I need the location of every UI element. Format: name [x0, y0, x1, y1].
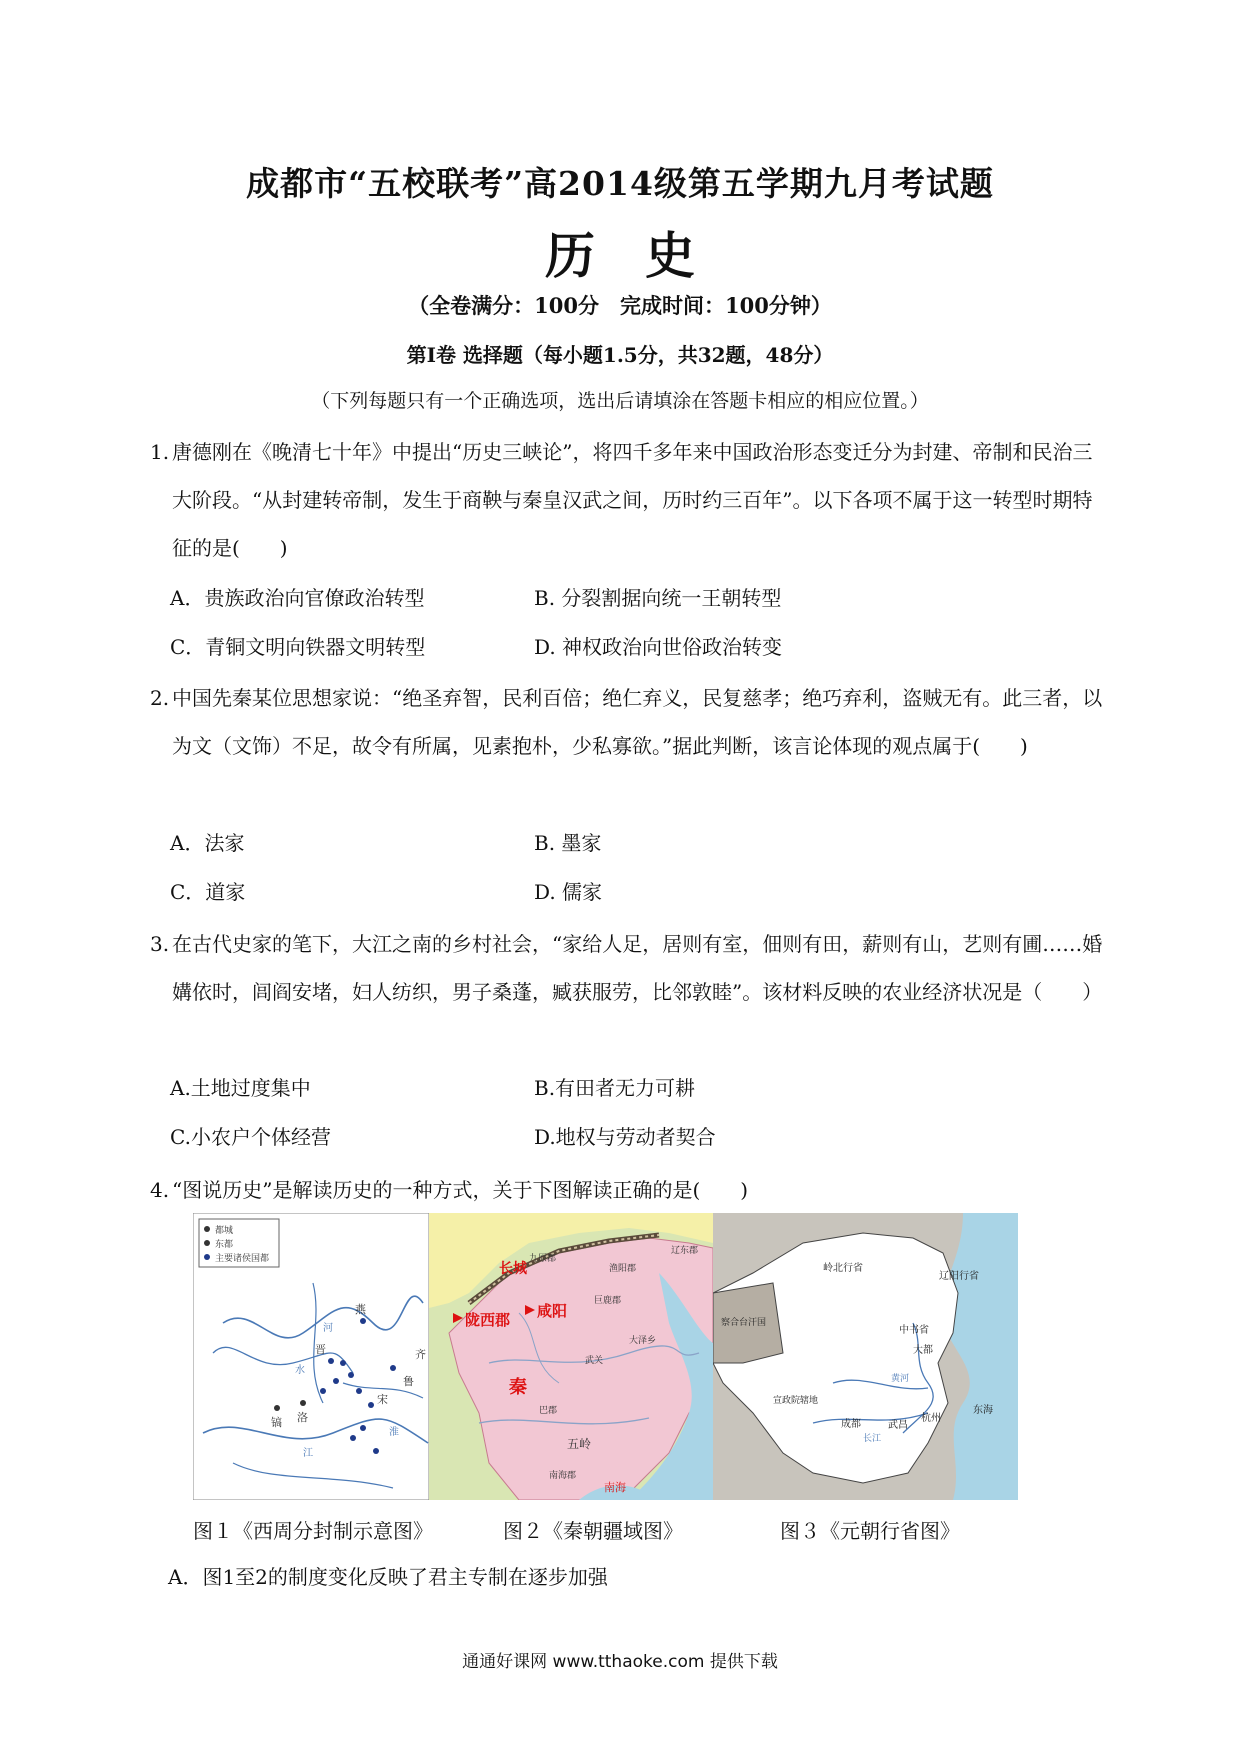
map1-label-hao: 镐	[271, 1416, 282, 1429]
maps-figure	[193, 1213, 1018, 1500]
q3-option-a: A.土地过度集中	[170, 1076, 311, 1100]
map1-label-he: 河	[323, 1323, 333, 1334]
map-qin-dynasty	[429, 1213, 713, 1500]
map1-label-song: 宋	[377, 1393, 388, 1406]
caption-figure-1: 图１《西周分封制示意图》	[193, 1519, 433, 1543]
caption-figure-2: 图２《秦朝疆域图》	[503, 1519, 683, 1543]
question-4-stem	[150, 1166, 1110, 1214]
page-footer: 通通好课网 www.tthaoke.com 提供下载	[462, 1652, 778, 1672]
map2-label-jiuyuan: 九原郡	[529, 1254, 557, 1264]
q3-option-b: B.有田者无力可耕	[534, 1076, 696, 1100]
map3-label-donghai: 东海	[973, 1405, 993, 1416]
map3-label-zhongshu: 中书省	[899, 1325, 929, 1336]
map1-legend-3: 主要诸侯国都	[215, 1254, 270, 1264]
map2-label-ba: 巴郡	[539, 1406, 558, 1416]
q1-option-b: B. 分裂割据向统一王朝转型	[534, 586, 782, 610]
question-4-text: “图说历史”是解读历史的一种方式，关于下图解读正确的是( )	[172, 1178, 749, 1202]
map3-label-chagatai: 察合台汗国	[721, 1318, 767, 1328]
map1-label-shui: 水	[295, 1365, 305, 1376]
q2-option-c: C．道家	[170, 880, 246, 904]
q3-option-d: D.地权与劳动者契合	[534, 1125, 716, 1149]
subject-title: 历 史	[545, 226, 695, 285]
map-yuan-dynasty	[713, 1213, 1018, 1500]
map3-label-wuchang: 武昌	[888, 1420, 908, 1431]
map2-label-nanhai: 南海	[604, 1481, 626, 1494]
section-title: 第Ⅰ卷 选择题（每小题1.5分，共32题，48分）	[406, 343, 834, 367]
map2-label-julu: 巨鹿郡	[594, 1296, 622, 1306]
map2-label-dazexiang: 大泽乡	[629, 1336, 657, 1346]
map2-label-xianyang: 咸阳	[537, 1302, 568, 1320]
question-1-stem	[150, 428, 1110, 572]
map3-label-chengdu: 成都	[841, 1419, 861, 1430]
section-instruction: （下列每题只有一个正确选项，选出后请填涂在答题卡相应的相应位置。）	[311, 390, 929, 412]
map1-label-jin: 晋	[315, 1343, 326, 1356]
map1-label-luo: 洛	[297, 1411, 308, 1424]
question-3-number: 3.	[150, 932, 170, 956]
map2-label-qin: 秦	[509, 1377, 527, 1398]
q1-option-c: C．青铜文明向铁器文明转型	[170, 635, 426, 659]
q2-option-d: D. 儒家	[534, 880, 603, 904]
map3-label-liaoyang: 辽阳行省	[939, 1271, 979, 1282]
map3-label-xuanzheng: 宣政院辖地	[773, 1396, 819, 1406]
question-2-text: 中国先秦某位思想家说：“绝圣弃智，民利百倍；绝仁弃义，民复慈孝；绝巧弃利，盗贼无有。此三者，以为文（文饰）不足，故令有所属，见素抱朴，少私寡欲。”据此判断，该言论体现的观点属于( )	[172, 686, 1103, 758]
question-1-text: 唐德刚在《晚清七十年》中提出“历史三峡论”，将四千多年来中国政治形态变迁分为封建、帝制和民治三大阶段。“从封建转帝制，发生于商鞅与秦皇汉武之间，历时约三百年”。以下各项不属于这一转型时期特征的是( )	[172, 440, 1093, 560]
q3-option-c: C.小农户个体经营	[170, 1125, 331, 1149]
map2-label-longxi: 陇西郡	[465, 1311, 511, 1329]
question-3-stem	[150, 920, 1110, 1016]
map3-label-hangzhou: 杭州	[921, 1413, 941, 1424]
question-2-number: 2.	[150, 686, 170, 710]
q2-option-a: A．法家	[170, 831, 245, 855]
map3-label-lingbei: 岭北行省	[823, 1263, 863, 1274]
q1-option-a: A．贵族政治向官僚政治转型	[170, 586, 425, 610]
map2-label-yuyang: 渔阳郡	[609, 1264, 637, 1274]
question-3-text: 在古代史家的笔下，大江之南的乡村社会，“家给人足，居则有室，佃则有田，薪则有山，艺则有圃……婚媾依时，闾阎安堵，妇人纺织，男子桑蓬，臧获服劳，比邻敦睦”。该材料反映的农业经济状况是（ ）	[172, 932, 1103, 1004]
exam-title: 成都市“五校联考”高2014级第五学期九月考试题	[246, 164, 994, 203]
q1-option-d: D. 神权政治向世俗政治转变	[534, 635, 783, 659]
map2-label-nanhaijun: 南海郡	[549, 1471, 577, 1481]
map2-label-wuling: 五岭	[567, 1437, 592, 1451]
map1-label-jiang: 江	[303, 1448, 313, 1459]
map1-label-lu: 鲁	[403, 1375, 414, 1388]
q2-option-b: B. 墨家	[534, 831, 602, 855]
map1-label-yan: 燕	[355, 1303, 366, 1316]
map-western-zhou	[193, 1213, 429, 1500]
caption-figure-3: 图３《元朝行省图》	[780, 1519, 960, 1543]
q4-option-a: A．图1至2的制度变化反映了君主专制在逐步加强	[168, 1565, 608, 1589]
exam-meta: （全卷满分：100分 完成时间：100分钟）	[408, 293, 832, 318]
map2-label-wuguan: 武关	[585, 1356, 604, 1366]
map2-label-liaodong: 辽东郡	[671, 1246, 699, 1256]
question-2-stem	[150, 674, 1110, 770]
map3-label-huanghe: 黄河	[891, 1374, 910, 1384]
map1-label-qi: 齐	[415, 1348, 426, 1361]
question-1-number: 1.	[150, 440, 170, 464]
map1-label-huai: 淮	[389, 1427, 399, 1438]
map1-legend-2: 东都	[215, 1240, 234, 1250]
map3-label-dadu: 大都	[913, 1345, 933, 1356]
map2-label-changcheng: 长城	[499, 1261, 527, 1277]
map1-legend-1: 都城	[215, 1226, 234, 1236]
map3-label-changjiang: 长江	[863, 1434, 882, 1444]
question-4-number: 4.	[150, 1178, 170, 1202]
